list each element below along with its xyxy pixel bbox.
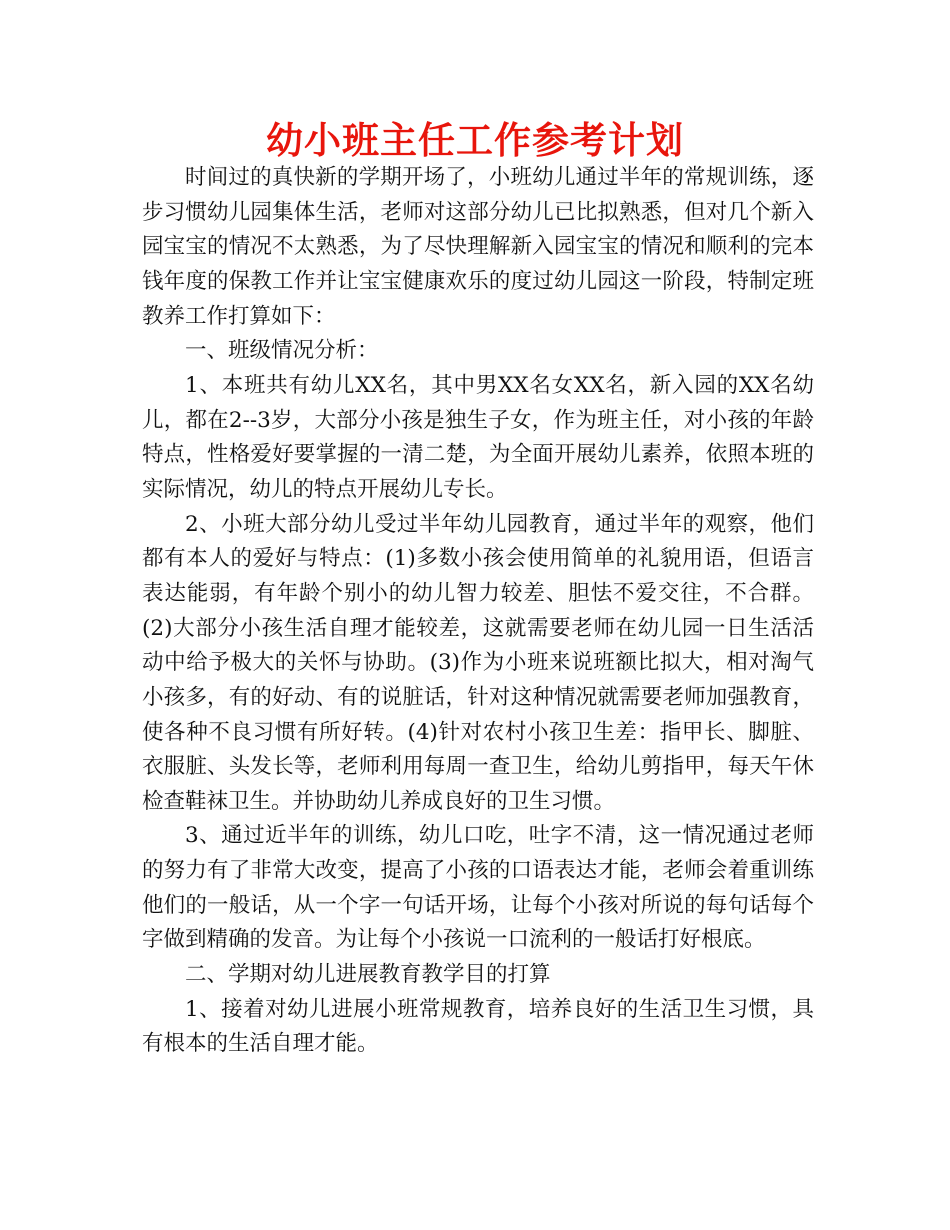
paragraph-routine-education: 1、接着对幼儿进展小班常规教育，培养良好的生活卫生习惯，具有根本的生活自理才能。 [142,996,814,1057]
section-heading-class-analysis: 一、班级情况分析： [185,338,379,364]
paragraph-intro: 时间过的真快新的学期开场了，小班幼儿通过半年的常规训练，逐步习惯幼儿园集体生活，老师对这部分幼儿已比拟熟悉，但对几个新入园宝宝的情况不太熟悉，为了尽快理解新入园宝宝的情况和顺利的完本钱年度的保教工作并让宝宝健康欢乐的度过幼儿园这一阶段，特制定班教养工作打算如下： [142,165,814,329]
page-title: 幼小班主任工作参考计划 [266,119,684,162]
paragraph-child-traits: 2、小班大部分幼儿受过半年幼儿园教育，通过半年的观察，他们都有本人的爱好与特点：(1)多数小孩会使用简单的礼貌用语，但语言表达能弱，有年龄个别小的幼儿智力较差、胆怯不爱交往，不合群。(2)大部分小孩生活自理才能较差，这就需要老师在幼儿园一日生活活动中给予极大的关怀与协助。(3)作为小班来说班额比拟大，相对淘气小孩多，有的好动、有的说脏话，针对这种情况就需要老师加强教育，使各种不良习惯有所好转。(4)针对农村小孩卫生差：指甲长、脚脏、衣服脏、头发长等，老师利用每周一查卫生，给幼儿剪指甲，每天午休检查鞋袜卫生。并协助幼儿养成良好的卫生习惯。 [142,511,814,814]
section-heading-education-goals: 二、学期对幼儿进展教育教学目的打算 [185,962,551,988]
document-body [142,161,814,1062]
paragraph-speech-training: 3、通过近半年的训练，幼儿口吃，吐字不清，这一情况通过老师的努力有了非常大改变，提高了小孩的口语表达才能，老师会着重训练他们的一般话，从一个字一句话开场，让每个小孩对所说的每句话每个字做到精确的发音。为让每个小孩说一口流利的一般话打好根底。 [142,823,814,953]
paragraph-class-size: 1、本班共有幼儿XX名，其中男XX名女XX名，新入园的XX名幼儿，都在2--3岁，大部分小孩是独生子女，作为班主任，对小孩的年龄特点，性格爱好要掌握的一清二楚，为全面开展幼儿素养，依照本班的实际情况，幼儿的特点开展幼儿专长。 [142,372,814,502]
